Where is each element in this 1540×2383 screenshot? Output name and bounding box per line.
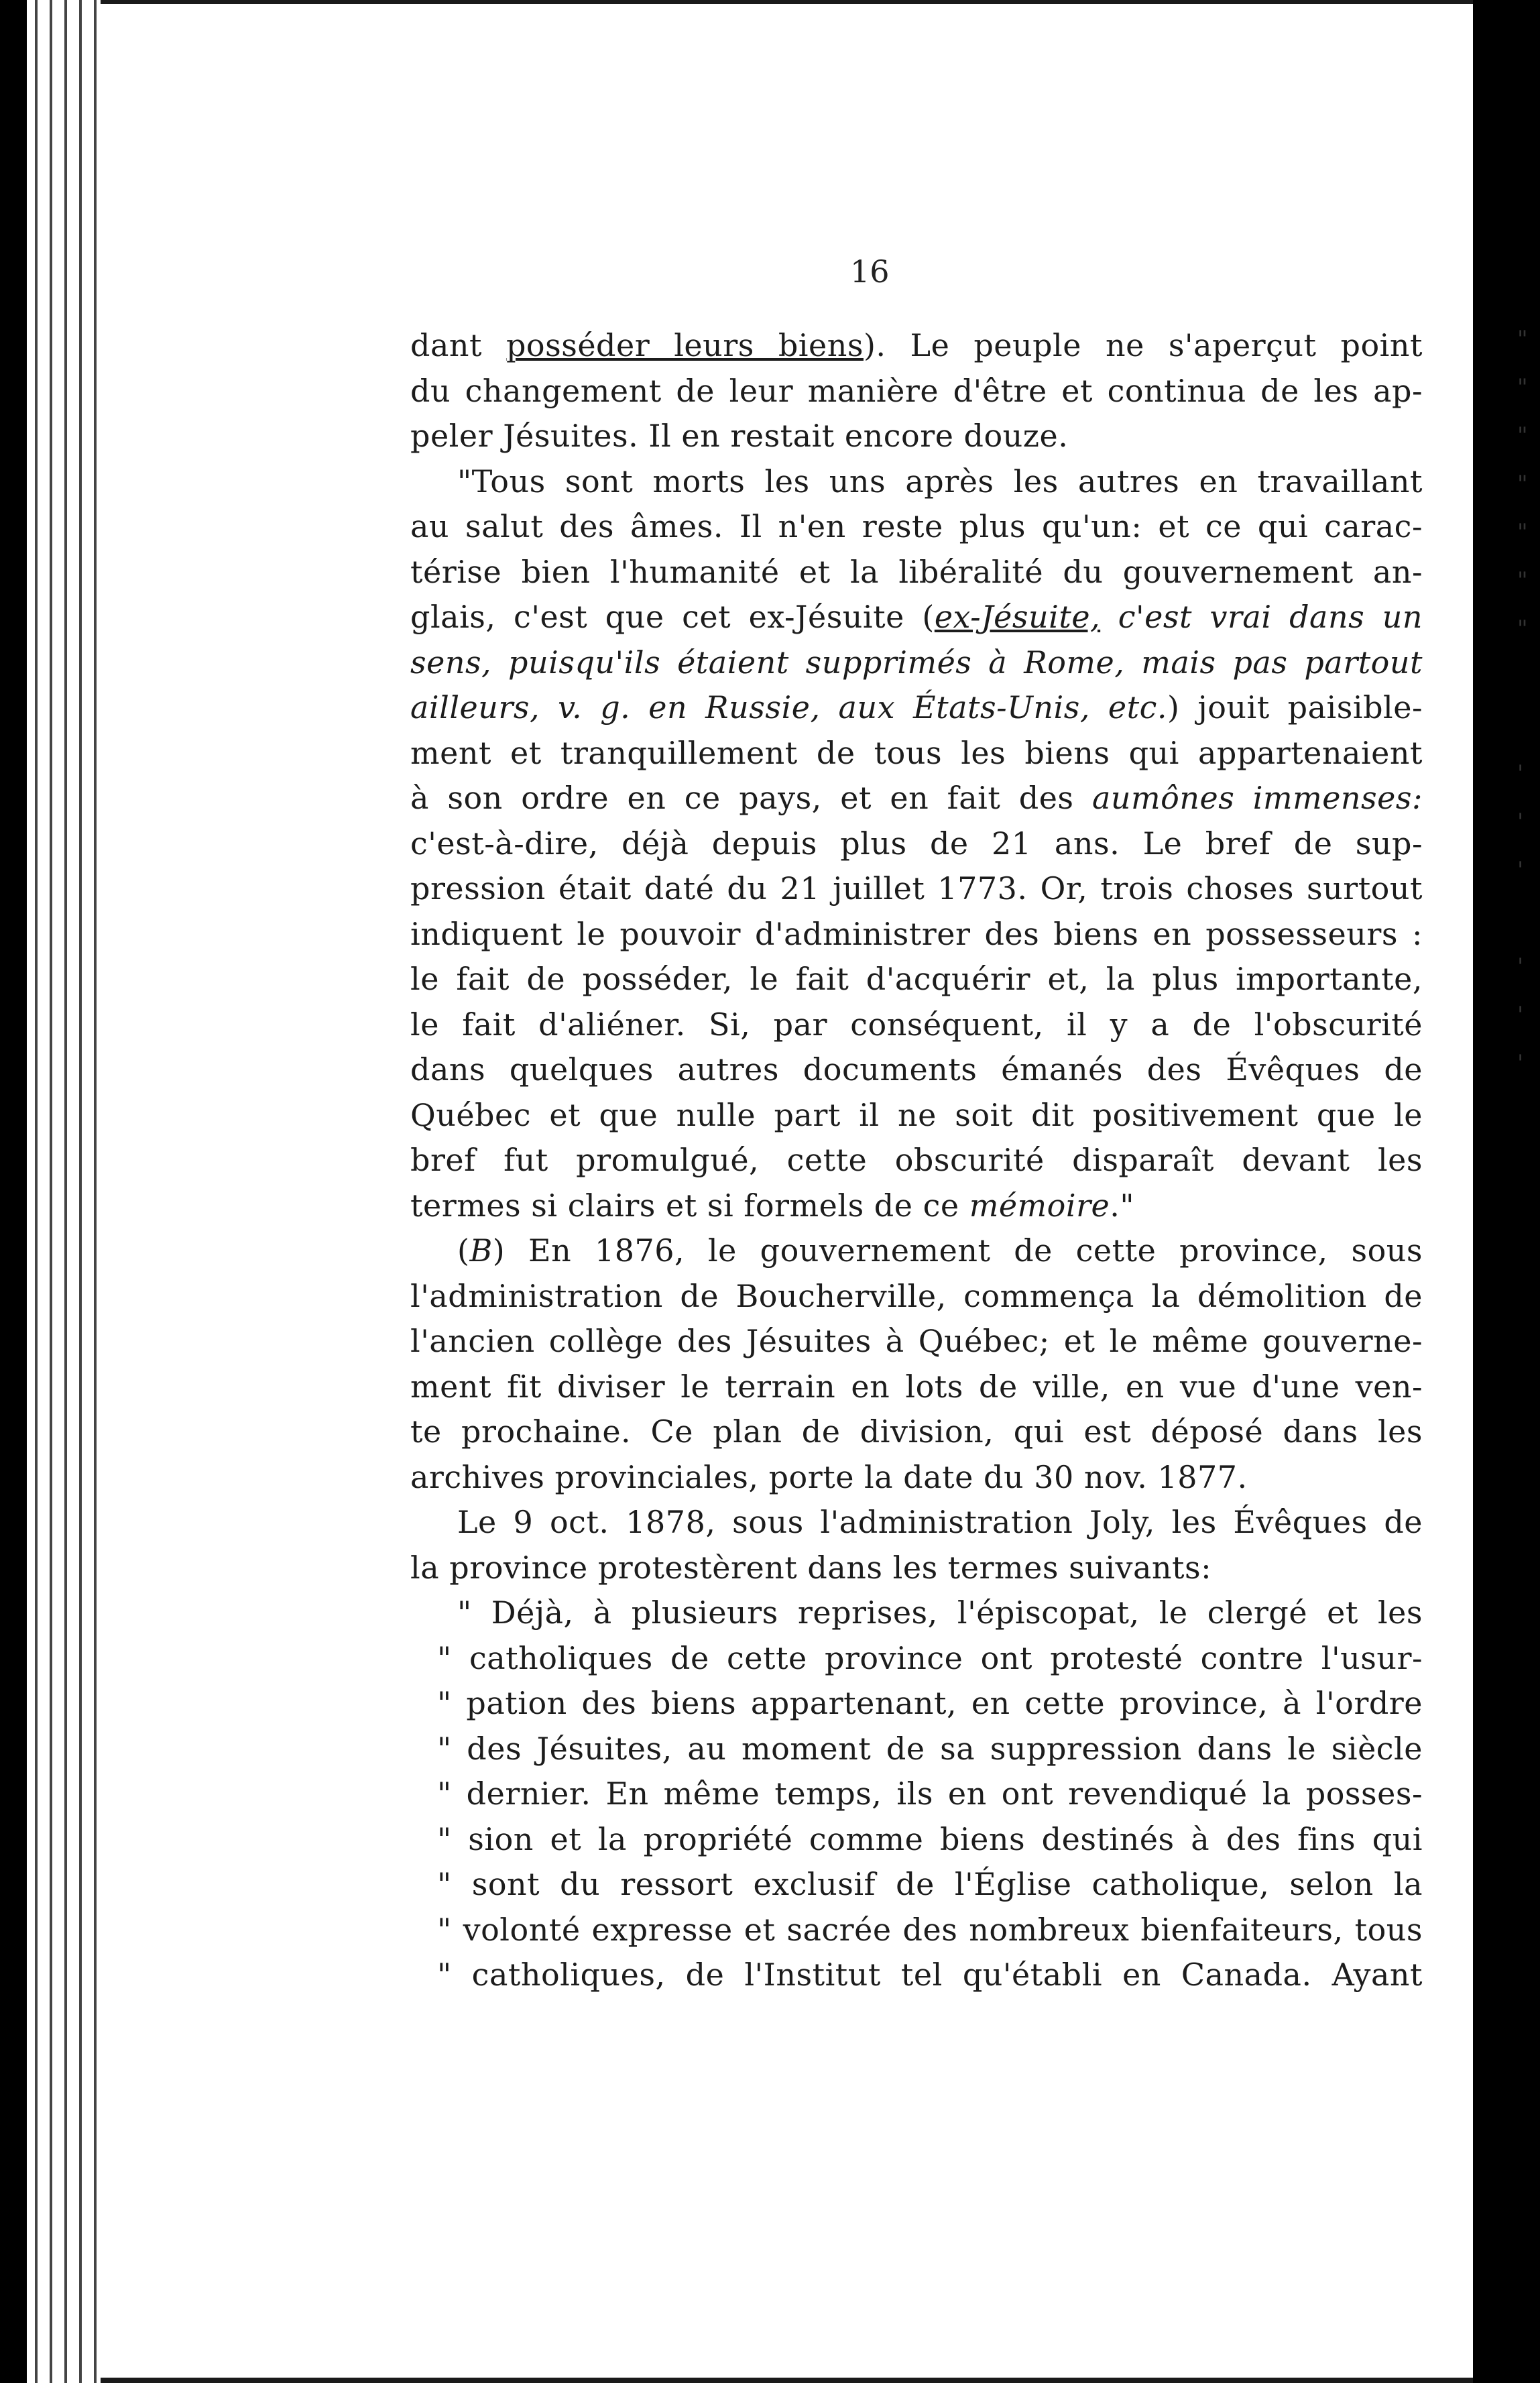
text-segment: au salut des âmes. Il n'en reste plus qu'un: et ce qui carac-	[410, 508, 1423, 544]
text-segment: " pation des biens appartenant, en cette province, à l'ordre	[437, 1685, 1423, 1721]
text-line	[410, 866, 1423, 912]
text-line	[410, 504, 1423, 550]
text-segment: du changement de leur manière d'être et continua de les ap-	[410, 372, 1423, 409]
italic-text: sens, puisqu'ils étaient supprimés à Rome, mais pas partout	[410, 644, 1423, 681]
text-segment: indiquent le pouvoir d'administrer des biens en possesseurs :	[410, 915, 1423, 952]
text-segment: " volonté expresse et sacrée des nombreux bienfaiteurs, tous	[437, 1911, 1423, 1948]
text-segment: archives provinciales, porte la date du 30 nov. 1877.	[410, 1458, 1248, 1495]
margin-mark: "	[1517, 567, 1528, 594]
text-line	[410, 1590, 1423, 1636]
text-line	[410, 776, 1423, 821]
text-segment: glais, c'est que cet ex-Jésuite (	[410, 599, 935, 635]
scan-bottom-edge	[101, 2378, 1473, 2383]
margin-mark: '	[1517, 760, 1524, 787]
text-line	[410, 1002, 1423, 1048]
text-line	[410, 1727, 1423, 1772]
text-segment: la province protestèrent dans les termes suivants:	[410, 1549, 1212, 1586]
italic-text: c'est vrai dans un	[1100, 599, 1423, 635]
text-segment: " catholiques, de l'Institut tel qu'établi en Canada. Ayant	[437, 1957, 1423, 1993]
text-segment: ) jouit paisible-	[1167, 689, 1423, 725]
text-segment: dant	[410, 327, 506, 363]
scan-top-edge	[101, 0, 1473, 4]
text-line	[410, 369, 1423, 414]
margin-mark: "	[1517, 374, 1528, 401]
text-segment: à son ordre en ce pays, et en fait des	[410, 780, 1092, 816]
text-line	[410, 731, 1423, 776]
italic-text: ex-Jésuite,	[934, 599, 1101, 635]
text-segment: " dernier. En même temps, ils en ont revendiqué la posses-	[437, 1776, 1423, 1812]
text-segment: ment fit diviser le terrain en lots de ville, en vue d'une ven-	[410, 1368, 1423, 1405]
margin-mark: "	[1517, 422, 1528, 449]
text-line	[410, 912, 1423, 957]
text-segment: ) En 1876, le gouvernement de cette province, sous	[492, 1232, 1423, 1269]
margin-mark	[1517, 653, 1537, 701]
text-segment: "Tous sont morts les uns après les autres en travaillant	[457, 463, 1423, 500]
text-segment: posséder leurs biens	[506, 327, 864, 363]
text-segment: " des Jésuites, au moment de sa suppression dans le siècle	[437, 1730, 1423, 1767]
text-segment: " Déjà, à plusieurs reprises, l'épiscopat, le clergé et les	[457, 1594, 1423, 1631]
text-line	[410, 821, 1423, 867]
margin-mark: "	[1517, 471, 1528, 498]
text-segment: Québec et que nulle part il ne soit dit positivement que le	[410, 1096, 1423, 1133]
text-line	[410, 1817, 1423, 1863]
text-line	[410, 1409, 1423, 1455]
margin-mark: '	[1517, 1050, 1524, 1077]
text-segment: ment et tranquillement de tous les biens qui appartenaient	[410, 734, 1423, 771]
margin-mark: "	[1517, 616, 1528, 642]
text-line	[410, 1681, 1423, 1727]
margin-mark: '	[1517, 809, 1524, 835]
text-segment: " sion et la propriété comme biens destinés à des fins qui	[437, 1820, 1423, 1857]
margin-mark: '	[1517, 953, 1524, 980]
text-line	[410, 1500, 1423, 1546]
margin-mark: "	[1517, 519, 1528, 546]
text-line	[410, 685, 1423, 731]
text-line	[410, 1455, 1423, 1501]
text-line	[410, 1228, 1423, 1274]
text-line	[410, 1319, 1423, 1364]
text-line	[410, 459, 1423, 505]
text-segment: Le 9 oct. 1878, sous l'administration Joly, les Évêques de	[457, 1504, 1423, 1540]
italic-text: B	[469, 1232, 493, 1269]
text-segment: l'ancien collège des Jésuites à Québec; et le même gouverne-	[410, 1323, 1423, 1359]
text-segment: le fait de posséder, le fait d'acquérir et, la plus importante,	[410, 961, 1423, 997]
scan-left-border	[0, 0, 27, 2383]
text-line	[410, 1953, 1423, 1998]
text-segment: térise bien l'humanité et la libéralité du gouvernement an-	[410, 553, 1423, 590]
text-line	[410, 414, 1423, 459]
italic-text: mémoire	[969, 1187, 1110, 1224]
text-line	[410, 1047, 1423, 1093]
text-segment: (	[457, 1232, 470, 1269]
text-line	[410, 1364, 1423, 1410]
text-segment: pression était daté du 21 juillet 1773. Or, trois choses surtout	[410, 870, 1423, 907]
text-segment: termes si clairs et si formels de ce	[410, 1187, 969, 1224]
text-line	[410, 640, 1423, 686]
bleed-through-marks	[1517, 315, 1537, 1088]
text-line	[410, 1183, 1423, 1229]
page-stack-edges	[27, 0, 101, 2383]
text-segment: " catholiques de cette province ont protesté contre l'usur-	[437, 1639, 1423, 1676]
text-segment: dans quelques autres documents émanés des Évêques de	[410, 1051, 1423, 1088]
text-segment: te prochaine. Ce plan de division, qui est déposé dans les	[410, 1413, 1423, 1450]
text-line	[410, 1862, 1423, 1908]
text-line	[410, 957, 1423, 1002]
text-line	[410, 550, 1423, 595]
text-segment: peler Jésuites. Il en restait encore douze.	[410, 418, 1069, 454]
margin-mark: '	[1517, 1002, 1524, 1029]
text-segment: bref fut promulgué, cette obscurité disparaît devant les	[410, 1142, 1423, 1178]
text-line	[410, 323, 1423, 369]
text-line	[410, 1771, 1423, 1817]
italic-text: ailleurs, v. g. en Russie, aux États-Unis, etc.	[410, 689, 1168, 725]
text-segment: ). Le peuple ne s'aperçut point	[863, 327, 1423, 363]
italic-text: aumônes immenses:	[1091, 780, 1423, 816]
text-segment: " sont du ressort exclusif de l'Église catholique, selon la	[437, 1866, 1423, 1902]
text-line	[410, 1636, 1423, 1682]
text-line	[410, 1093, 1423, 1139]
text-line	[410, 1908, 1423, 1953]
margin-mark: "	[1517, 326, 1528, 353]
text-line	[410, 1138, 1423, 1183]
text-segment: c'est-à-dire, déjà depuis plus de 21 ans. Le bref de sup-	[410, 825, 1423, 862]
margin-mark	[1517, 894, 1537, 943]
text-segment: ."	[1110, 1187, 1135, 1224]
page-number: 16	[850, 253, 890, 290]
margin-mark	[1517, 701, 1537, 750]
text-segment: le fait d'aliéner. Si, par conséquent, il y a de l'obscurité	[410, 1006, 1423, 1043]
margin-mark: '	[1517, 857, 1524, 884]
text-line	[410, 1546, 1423, 1591]
text-line	[410, 1274, 1423, 1320]
text-line	[410, 595, 1423, 640]
body-text	[410, 323, 1423, 1998]
text-segment: l'administration de Boucherville, commença la démolition de	[410, 1277, 1423, 1314]
